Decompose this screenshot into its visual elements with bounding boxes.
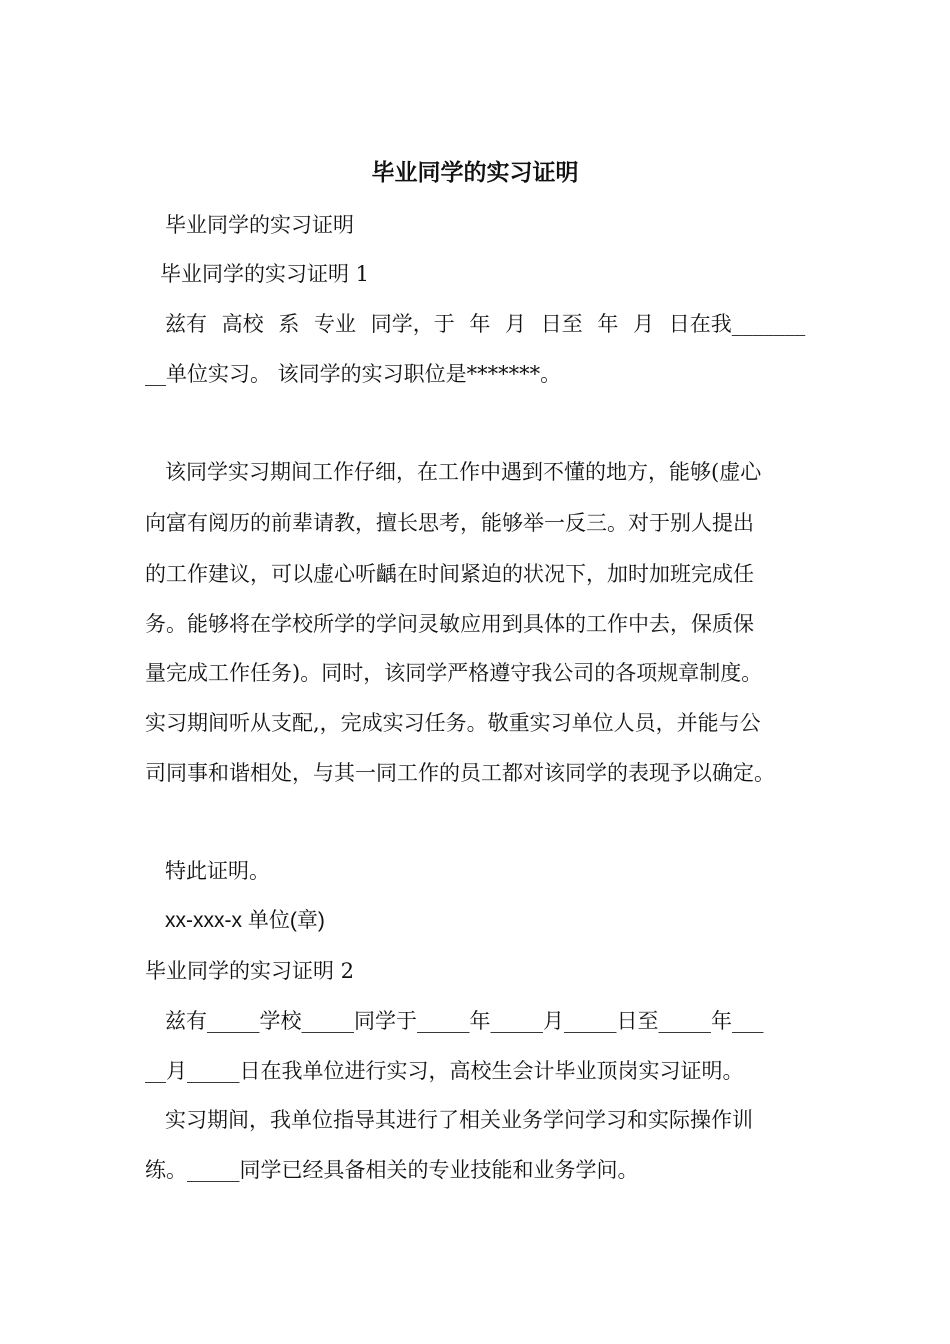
subtitle-line: 毕业同学的实习证明 <box>165 213 354 237</box>
paragraph-line: 务。能够将在学校所学的学问灵敏应用到具体的工作中去，保质保 <box>145 612 754 636</box>
paragraph-line: __月_____日在我单位进行实习，高校生会计毕业顶岗实习证明。 <box>145 1059 744 1083</box>
paragraph-line: 该同学实习期间工作仔细，在工作中遇到不懂的地方，能够(虚心 <box>165 460 762 484</box>
closing-line: 特此证明。 <box>165 859 270 883</box>
paragraph-line: __单位实习。 该同学的实习职位是*******。 <box>145 362 562 386</box>
paragraph-line: 司同事和谐相处，与其一同工作的员工都对该同学的表现予以确定。 <box>145 761 775 785</box>
paragraph-line: 兹有 高校 系 专业 同学，于 年 月 日至 年 月 日在我_______ <box>165 312 806 336</box>
paragraph-line: 实习期间，我单位指导其进行了相关业务学问学习和实际操作训 <box>165 1108 753 1132</box>
paragraph-line: 向富有阅历的前辈请教，擅长思考，能够举一反三。对于别人提出 <box>145 511 754 535</box>
paragraph-line: 量完成工作任务)。同时，该同学严格遵守我公司的各项规章制度。 <box>145 661 763 685</box>
document-title: 毕业同学的实习证明 <box>371 159 579 186</box>
section-heading-1: 毕业同学的实习证明 1 <box>160 262 370 286</box>
paragraph-line: 的工作建议，可以虚心听齲在时间紧迫的状况下，加时加班完成任 <box>145 562 754 586</box>
paragraph-line: 兹有_____学校_____同学于_____年_____月_____日至_____年___ <box>165 1009 764 1033</box>
paragraph-line: 练。_____同学已经具备相关的专业技能和业务学问。 <box>145 1158 639 1182</box>
section-heading-2: 毕业同学的实习证明 2 <box>145 959 355 983</box>
paragraph-line: 实习期间听从支配,，完成实习任务。敬重实习单位人员，并能与公 <box>145 711 761 735</box>
signature-line: xx-xxx-x 单位(章) <box>165 909 325 932</box>
